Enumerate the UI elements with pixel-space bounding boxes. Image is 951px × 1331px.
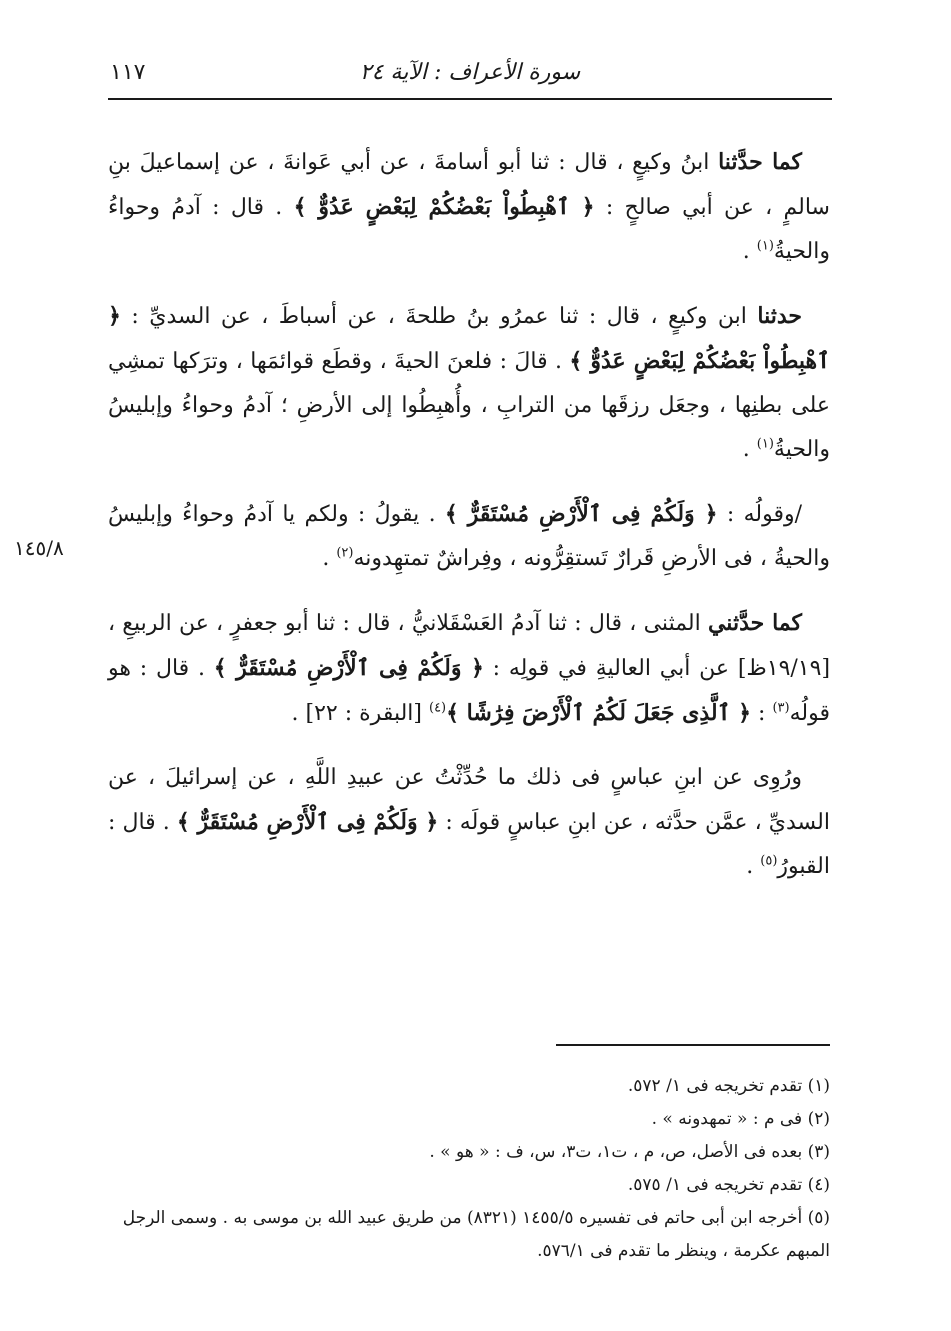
paragraph-lead: حدثنا [757,303,803,329]
paragraph-text-after: . قال : هو قولُه [108,656,830,726]
footnote-ref: (٥) [760,853,778,869]
header-divider [108,98,832,100]
paragraph-text-after: . قال : القبورُ [108,810,830,879]
paragraph-end: . [742,437,750,462]
paragraph-text-after-2: : [758,701,766,726]
footnote-ref: (١) [756,238,774,254]
footnotes [108,1070,830,1268]
margin-reference: ١٤٥/٨ [14,536,64,560]
main-text [108,140,830,909]
page-header [110,56,830,96]
paragraph-lead: /وقولُه : [726,502,803,527]
paragraph-end: [البقرة : ٢٢] . [291,701,422,726]
footnote: (١) تقدم تخريجه فى ١/ ٥٧٢. [627,1076,830,1096]
quran-quote: ﴿ ٱهْبِطُواْ بَعْضُكُمْ لِبَعْضٍ عَدُوٌّ ﴾ [108,303,831,374]
paragraph-text: ابنُ وكيعٍ ، قال : ثنا أبو أسامةَ ، عن أبي عَوانةَ ، عن إسماعيلَ بنِ سالمٍ ، عن أبي صالحٍ : [108,150,830,220]
paragraph-text-after: . يقولُ : ولكم يا آدمُ وحواءُ وإبليسُ والحيةُ ، فى الأرضِ قَرارٌ تَستقِرُّونه ، وفِراشٌ تمتهِدونه [108,502,830,571]
paragraph-lead: ورُوِى [752,765,802,790]
footnote: (٤) تقدم تخريجه فى ١/ ٥٧٥. [627,1175,830,1195]
footnote-divider [556,1044,830,1046]
quran-quote: ﴿ وَلَكُمْ فِى ٱلْأَرْضِ مُسْتَقَرٌّ ﴾ [176,809,439,835]
paragraph-lead: كما حدَّثنا [718,149,802,175]
paragraph [108,492,830,581]
footnote-ref: (٢) [336,545,354,561]
footnote-ref-2: (٤) [428,700,447,716]
running-title: سورة الأعراف : الآية ٢٤ [359,60,581,85]
paragraph-text-after: . قالَ : فلعنَ الحيةَ ، وقطَع قوائمَها ، وترَكها تمشِي على بطنِها ، وجعَل رزقَها من الترابِ ، وأُهبِطُوا إلى الأرضِ ؛ آدمُ وحواءُ وإبليسُ والحيةُ [108,349,830,462]
footnote-ref: (١) [756,436,774,452]
paragraph [108,756,830,889]
paragraph-end: . [322,546,330,571]
paragraph-text-after: . قال : آدمُ وحواءُ والحيةُ [108,195,830,264]
footnote-ref: (٣) [772,700,790,716]
footnote: (٢) فى م : « تمهدونه » . [651,1109,830,1129]
quran-quote: ﴿ وَلَكُمْ فِى ٱلْأَرْضِ مُسْتَقَرٌّ ﴾ [444,501,718,527]
quran-quote-2: ﴿ ٱلَّذِى جَعَلَ لَكُمُ ٱلْأَرْضَ فِرَٰشًا ﴾ [446,700,752,726]
paragraph-end: . [746,854,754,879]
paragraph-text: المثنى ، قال : ثنا آدمُ العَسْقَلانيُّ ، قال : ثنا أبو جعفرٍ ، عن الربيعِ ، [١٩/١٩ظ] عن أبي العاليةِ في قولِه : [108,611,831,681]
page-number: ١١٧ [110,60,146,85]
quran-quote: ﴿ وَلَكُمْ فِى ٱلْأَرْضِ مُسْتَقَرٌّ ﴾ [213,655,484,681]
paragraph-text: ابن وكيعٍ ، قال : ثنا عمرُو بنُ طلحةَ ، عن أسباطَ ، عن السديِّ : [131,304,747,329]
quran-quote: ﴿ ٱهْبِطُواْ بَعْضُكُمْ لِبَعْضٍ عَدُوٌّ ﴾ [293,194,595,220]
paragraph-end: . [742,239,750,264]
paragraph [108,601,830,736]
footnote: (٣) بعده فى الأصل، ص، م ، ت١، ت٣، س، ف : « هو » . [429,1142,830,1162]
paragraph [108,140,830,274]
paragraph-text: عن ابنِ عباسٍ فى ذلك ما حُدِّثْتُ عن عبيدِ اللَّهِ ، عن إسرائيلَ ، عن السديِّ ، عمَّن حدَّثه ، عن ابنِ عباسٍ قولَه : [108,765,830,835]
paragraph [108,294,830,472]
footnote: (٥) أخرجه ابن أبى حاتم فى تفسيره ١٤٥٥/٥ (٨٣٢١) من طريق عبيد الله بن موسى به . وسمى الرجل المبهم عكرمة ، وينظر ما تقدم فى ٥٧٦/١. [122,1208,830,1261]
paragraph-lead: كما حدَّثني [707,610,802,636]
